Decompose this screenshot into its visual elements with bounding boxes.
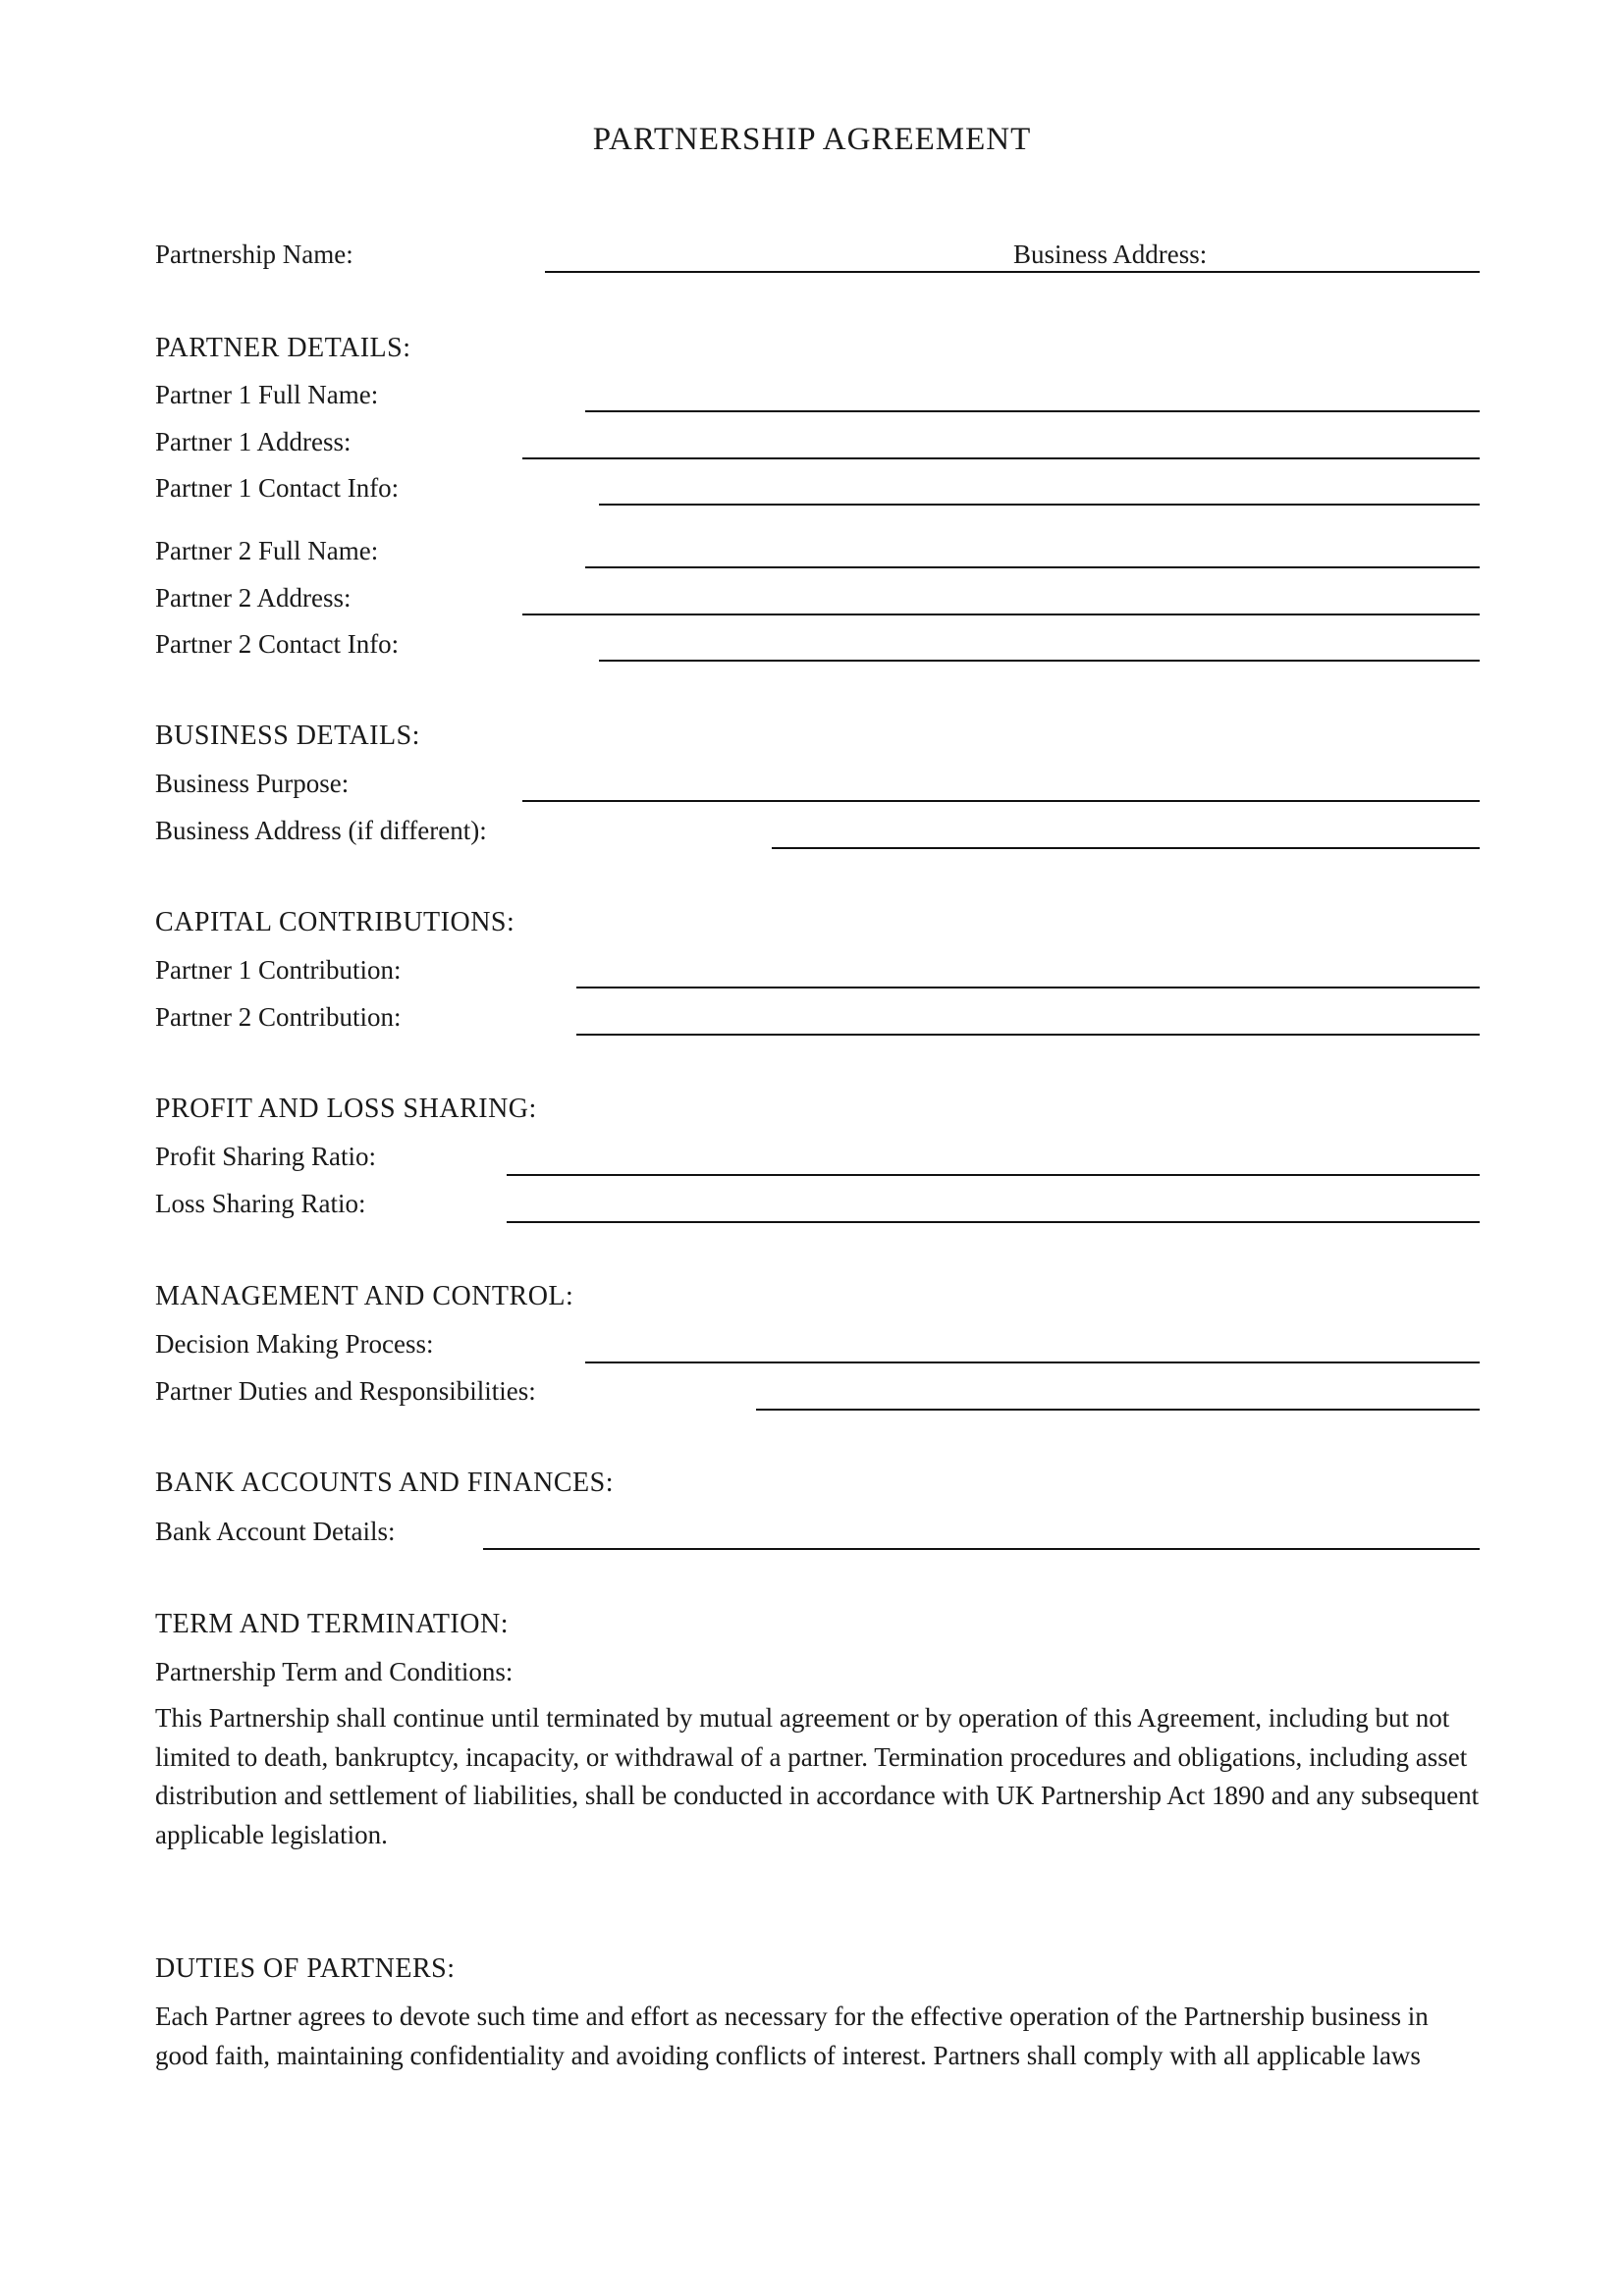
partner2-address-field[interactable]	[522, 614, 1480, 615]
partner-details-heading: PARTNER DETAILS:	[155, 333, 411, 363]
decision-process-label: Decision Making Process:	[155, 1329, 434, 1359]
business-purpose-field[interactable]	[522, 800, 1480, 802]
partnership-name-field[interactable]	[545, 271, 1480, 273]
partner2-contribution-label: Partner 2 Contribution:	[155, 1002, 402, 1032]
capital-heading: CAPITAL CONTRIBUTIONS:	[155, 907, 515, 937]
partner1-contact-field[interactable]	[599, 504, 1480, 506]
partner1-address-label: Partner 1 Address:	[155, 427, 352, 456]
loss-ratio-label: Loss Sharing Ratio:	[155, 1189, 366, 1218]
document-title: PARTNERSHIP AGREEMENT	[592, 122, 1032, 157]
bank-heading: BANK ACCOUNTS AND FINANCES:	[155, 1468, 615, 1498]
partner2-name-label: Partner 2 Full Name:	[155, 536, 379, 565]
loss-ratio-field[interactable]	[507, 1221, 1480, 1223]
partner1-contribution-field[interactable]	[576, 987, 1480, 988]
partner1-name-label: Partner 1 Full Name:	[155, 380, 379, 409]
partner-duties-field[interactable]	[756, 1409, 1480, 1411]
business-address-alt-label: Business Address (if different):	[155, 816, 487, 845]
decision-process-field[interactable]	[585, 1362, 1480, 1363]
management-heading: MANAGEMENT AND CONTROL:	[155, 1281, 574, 1311]
partner-duties-label: Partner Duties and Responsibilities:	[155, 1376, 536, 1406]
partnership-name-label: Partnership Name:	[155, 240, 353, 269]
business-address-alt-field[interactable]	[772, 847, 1480, 849]
business-address-label: Business Address:	[1013, 240, 1208, 269]
partner1-contribution-label: Partner 1 Contribution:	[155, 955, 402, 985]
profit-ratio-field[interactable]	[507, 1174, 1480, 1176]
duties-heading: DUTIES OF PARTNERS:	[155, 1953, 456, 1984]
bank-details-label: Bank Account Details:	[155, 1517, 396, 1546]
bank-details-field[interactable]	[483, 1548, 1480, 1550]
profit-ratio-label: Profit Sharing Ratio:	[155, 1142, 376, 1171]
profit-loss-heading: PROFIT AND LOSS SHARING:	[155, 1094, 537, 1124]
partner1-address-field[interactable]	[522, 457, 1480, 459]
partner1-contact-label: Partner 1 Contact Info:	[155, 473, 400, 503]
partner2-address-label: Partner 2 Address:	[155, 583, 352, 613]
partner1-name-field[interactable]	[585, 410, 1480, 412]
partner2-contact-label: Partner 2 Contact Info:	[155, 629, 400, 659]
term-paragraph: This Partnership shall continue until terminated by mutual agreement or by operation of this Agreement, including but not limited to death, bankruptcy, incapacity, or withdrawal of a partner. Termination procedures and obligations, including asset distribution and settlement of liabilities, shall be conducted in accordance with UK Partnership Act 1890 and any subsequent applicable legislation.	[155, 1703, 1480, 1849]
business-details-heading: BUSINESS DETAILS:	[155, 721, 420, 751]
term-subheading: Partnership Term and Conditions:	[155, 1657, 514, 1686]
partner2-name-field[interactable]	[585, 566, 1480, 568]
business-purpose-label: Business Purpose:	[155, 769, 350, 798]
term-heading: TERM AND TERMINATION:	[155, 1609, 509, 1639]
partner2-contact-field[interactable]	[599, 660, 1480, 662]
duties-paragraph: Each Partner agrees to devote such time and effort as necessary for the effective operation of the Partnership business in good faith, maintaining confidentiality and avoiding conflicts of interest. Partners shall comply with all applicable laws	[155, 2002, 1429, 2070]
partner2-contribution-field[interactable]	[576, 1034, 1480, 1036]
